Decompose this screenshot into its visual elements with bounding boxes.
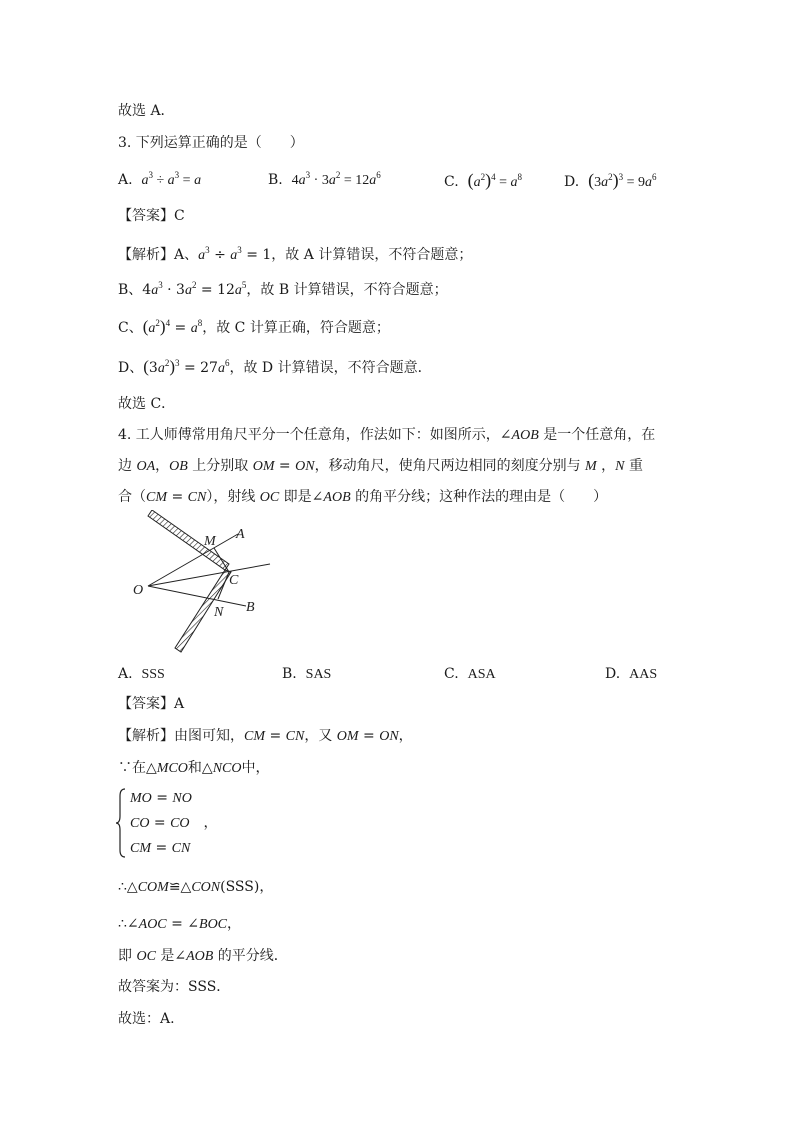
q3-option-b: [268, 170, 381, 191]
q4-stem-line-1: 4. 工人师傅常用角尺平分一个任意角，作法如下：如图所示，∠AOB 是一个任意角，在: [118, 427, 656, 443]
q3-option-c-expr: $(a^2)^4 = a^8$: [467, 170, 522, 190]
q3-analysis-a: A、$a^3 \div a^3 = 1$，故 A 计算错误，不符合题意；: [174, 245, 473, 263]
q4-option-a-text: SSS: [141, 667, 165, 682]
system-brace: [116, 788, 126, 858]
label-o: O: [133, 583, 144, 598]
label-a: A: [236, 527, 245, 542]
q4-option-b: [282, 664, 331, 685]
label-m: M: [204, 534, 216, 549]
q3-option-b-expr: $4a^3 \cdot 3a^2 = 12a^6$: [291, 170, 381, 188]
q4-option-d-text: AAS: [629, 667, 658, 682]
q4-oc-bisector-line: 即 OC 是∠AOB 的平分线．: [118, 948, 288, 964]
q4-stem-line-3: 合（CM = CN），射线 OC 即是∠AOB 的角平分线；这种作法的理由是（ ）: [118, 489, 608, 505]
q3-analysis-c: C、$(a^2)^4 = a^8$，故 C 计算正确，符合题意；: [118, 317, 390, 336]
q3-answer: 【答案】C: [118, 208, 185, 224]
q4-option-a-label: A.: [118, 666, 133, 682]
label-c: C: [229, 573, 239, 588]
q3-option-b-label: B.: [268, 172, 283, 188]
q3-option-d-label: D.: [564, 174, 580, 190]
q3-analysis-d: D、$(3a^2)^3 = 27a^6$，故 D 计算错误，不符合题意．: [118, 357, 432, 376]
q3-option-a-expr: $a^3 \div a^3 = a$: [141, 170, 202, 188]
q4-answer: 【答案】A: [118, 696, 185, 712]
q4-option-b-label: B.: [282, 666, 297, 682]
q4-option-c: [444, 664, 496, 685]
q4-because-line: ∵在△MCO和△NCO中，: [118, 760, 270, 776]
q4-therefore-angles: ∴∠AOC = ∠BOC，: [118, 916, 242, 932]
q4-option-a: [118, 664, 165, 685]
q4-option-c-text: ASA: [467, 667, 496, 682]
q3-analysis-b: B、$4a^3 \cdot 3a^2 = 12a^5$，故 B 计算错误，不符合题意；: [118, 280, 448, 298]
label-n: N: [214, 605, 224, 620]
q3-analysis-label: 【解析】: [118, 247, 174, 263]
q3-option-c-label: C.: [444, 174, 459, 190]
q4-option-c-label: C.: [444, 666, 459, 682]
q4-option-b-text: SAS: [305, 667, 332, 682]
q3-conclusion: 故选 C．: [118, 396, 176, 412]
q3-stem: 3. 下列运算正确的是（ ）: [118, 135, 304, 151]
q4-conclusion: 故选：A.: [118, 1011, 175, 1027]
q4-analysis-line: 【解析】由图可知，CM = CN，又 OM = ON，: [118, 728, 413, 744]
q3-option-a-label: A.: [118, 172, 133, 188]
label-b: B: [246, 600, 255, 615]
q3-option-d: [564, 170, 657, 193]
q3-option-c: [444, 170, 522, 193]
system-eq-3: CM = CN: [130, 840, 191, 856]
q4-option-d-label: D.: [605, 666, 621, 682]
system-eq-2: CO = CO ，: [130, 815, 218, 831]
q3-option-d-expr: $(3a^2)^3 = 9a^6$: [588, 170, 657, 190]
angle-bisector-figure: [128, 510, 278, 660]
square-upper-arm: [148, 510, 229, 570]
system-eq-1: MO = NO: [130, 790, 192, 806]
intro-conclusion: 故选 A．: [118, 103, 175, 119]
ray-ob: [148, 586, 246, 606]
q4-answer-fill: 故答案为：SSS．: [118, 979, 231, 995]
q4-therefore-congruent: ∴△COM≌△CON(SSS)，: [118, 879, 274, 895]
q3-analysis-line-1: [118, 245, 472, 266]
q4-option-d: [605, 664, 657, 685]
q3-option-a: [118, 170, 201, 191]
q4-stem-line-2: 边 OA，OB 上分别取 OM = ON，移动角尺，使角尺两边相同的刻度分别与 M ，N 重: [118, 458, 643, 474]
